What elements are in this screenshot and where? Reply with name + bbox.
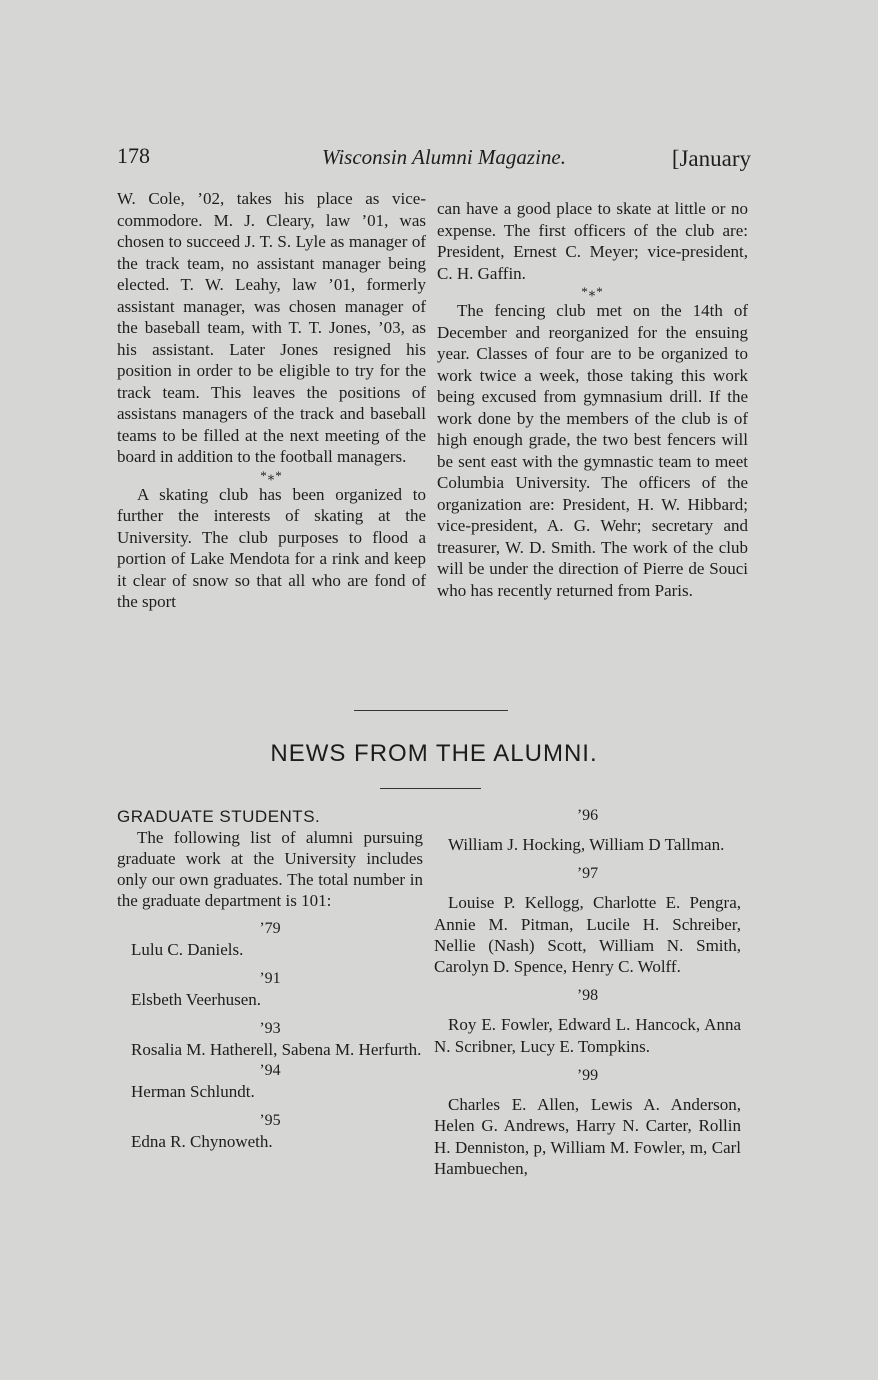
magazine-title: Wisconsin Alumni Magazine.	[321, 145, 567, 169]
left-column-top	[117, 188, 426, 613]
paragraph-skating-officers: can have a good place to skate at little or no expense. The first officers of the club are: President, Ernest C. Meyer; vice-president, C. H. Gaffin.	[437, 199, 748, 283]
left-column-bottom	[117, 806, 423, 1152]
subheading-graduate-students: GRADUATE STUDENTS.	[117, 807, 321, 826]
paragraph-officers: W. Cole, ’02, takes his place as vice-commodore. M. J. Cleary, law ’01, was chosen to succeed J. T. S. Lyle as manager of the track team, no assistant manager being elected. T. W. Leahy, law ’01, formerly assistant manager, was chosen manager of the baseball team, with T. T. Jones, ’03, as his assistant. Later Jones resigned his position in order to be eligible to try for the track team. This leaves the positions of assistans managers of the track and baseball teams to be filled at the next meeting of the board in addition to the football managers.	[117, 189, 426, 466]
class-names: Roy E. Fowler, Edward L. Hancock, Anna N. Scribner, Lucy E. Tompkins.	[434, 1015, 741, 1056]
graduate-intro: The following list of alumni pursuing graduate work at the University includes only our own graduates. The total number in the graduate department is 101:	[117, 828, 423, 910]
class-names: Elsbeth Veerhusen.	[131, 990, 261, 1009]
class-year: ’97	[576, 865, 599, 883]
paragraph-skating-club: A skating club has been organized to further the interests of skating at the University. The club purposes to flood a portion of Lake Mendota for a rink and keep it clear of snow so that all who are fond of the sport	[117, 484, 426, 611]
section-separator: *⁎*	[260, 467, 283, 483]
class-year: ’93	[259, 1020, 281, 1037]
class-names: Herman Schlundt.	[131, 1082, 255, 1101]
issue-month: [January	[671, 146, 751, 171]
section-separator: *⁎*	[581, 284, 604, 299]
class-year: ’96	[576, 807, 599, 824]
class-names: Rosalia M. Hatherell, Sabena M. Herfurth.	[131, 1040, 422, 1059]
class-names: William J. Hocking, William D Tallman.	[448, 835, 725, 854]
heading-underline	[380, 788, 481, 789]
right-column-top	[437, 198, 748, 601]
right-column-bottom	[434, 805, 741, 1179]
section-heading: NEWS FROM THE ALUMNI.	[270, 740, 598, 767]
class-year: ’98	[576, 987, 599, 1005]
class-names: Lulu C. Daniels.	[131, 940, 244, 959]
divider-rule	[354, 710, 508, 711]
class-year: ’95	[259, 1112, 281, 1129]
class-year: ’99	[576, 1067, 599, 1085]
class-year: ’91	[259, 970, 281, 987]
page-header	[117, 143, 751, 179]
class-names: Edna R. Chynoweth.	[131, 1132, 273, 1151]
class-year: ’79	[259, 920, 281, 937]
paragraph-fencing-club: The fencing club met on the 14th of December and reorganized for the ensuing year. Classes of four are to be organized to work twice a week, those taking this work being excused from gymnasium drill. If the work done by the members of the club is of high enough grade, the two best fencers will be sent east with the gymnastic team to meet Columbia University. The officers of the organization are: President, H. W. Hibbard; vice-president, A. G. Wehr; secretary and treasurer, W. D. Smith. The work of the club will be under the direction of Pierre de Souci who has recently returned from Paris.	[437, 301, 748, 600]
class-year: ’94	[259, 1062, 281, 1079]
class-names: Louise P. Kellogg, Charlotte E. Pengra, Annie M. Pitman, Lucile H. Schreiber, Nellie (Nash) Scott, William N. Smith, Carolyn D. Spence, Henry C. Wolff.	[434, 893, 741, 977]
class-names: Charles E. Allen, Lewis A. Anderson, Helen G. Andrews, Harry N. Carter, Rollin H. Denniston, p, William M. Fowler, m, Carl Hambuechen,	[434, 1095, 741, 1178]
page-number: 178	[117, 143, 150, 168]
